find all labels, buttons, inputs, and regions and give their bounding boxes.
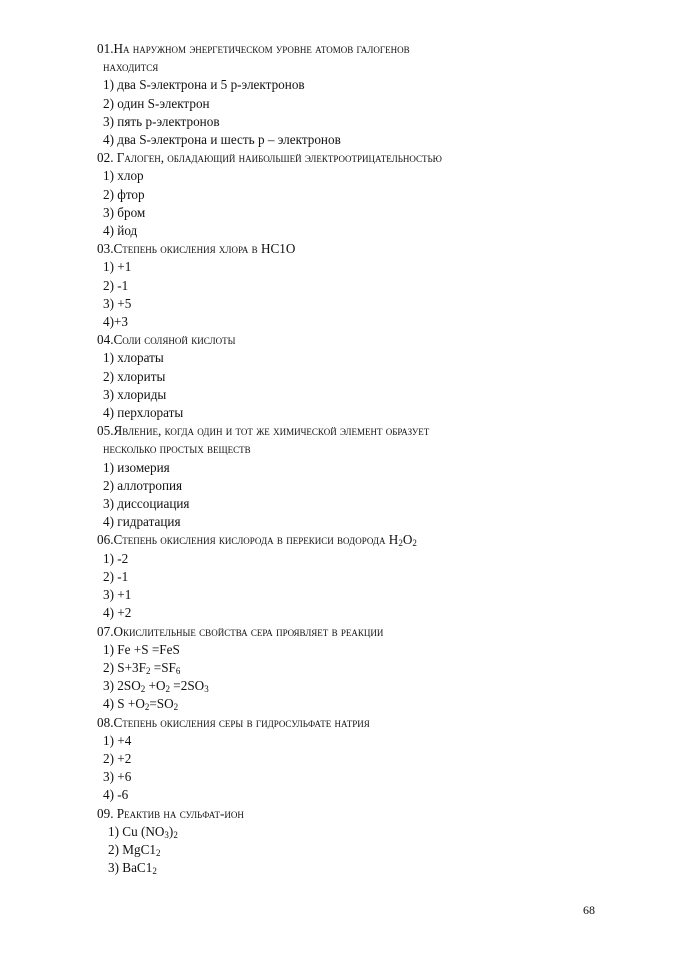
question-1 bbox=[97, 40, 597, 149]
question-5 bbox=[97, 422, 597, 531]
question-text-continuation: находится bbox=[103, 59, 159, 75]
answer-option-3: 3) диссоциация bbox=[103, 496, 190, 512]
answer-option-1: 1) Fe +S =FeS bbox=[103, 641, 180, 657]
answer-option-1: 1) два S-электрона и 5 р-электронов bbox=[103, 77, 305, 93]
answer-option-2: 2) -1 bbox=[103, 277, 129, 293]
subscript: 2 bbox=[398, 538, 403, 549]
answer-option-4: 4) перхлораты bbox=[103, 405, 184, 421]
question-4 bbox=[97, 331, 597, 422]
answer-option-4 bbox=[97, 695, 597, 713]
text-segment: 06.Степень окисления кислорода в перекиси водорода Н bbox=[97, 532, 399, 548]
answer-option-3 bbox=[97, 859, 597, 877]
answer-option-1: 1) хлор bbox=[103, 168, 144, 184]
answer-option-3: 3) +6 bbox=[103, 769, 132, 785]
subscript: 2 bbox=[140, 684, 146, 695]
answer-option-1: 1) изомерия bbox=[103, 459, 170, 475]
question-text: 03.Степень окисления хлора в НС1О bbox=[97, 241, 296, 257]
question-text: 08.Степень окисления серы в гидросульфате натрия bbox=[97, 714, 370, 730]
text-segment: =2SO bbox=[170, 678, 205, 694]
answer-option-2 bbox=[97, 659, 597, 677]
answer-option-3: 3) бром bbox=[103, 204, 146, 220]
subscript: 2 bbox=[173, 702, 179, 713]
answer-option-3: 3) +5 bbox=[103, 295, 132, 311]
question-text bbox=[97, 531, 597, 549]
answer-option-3: 3) хлориды bbox=[103, 386, 167, 402]
subscript: 2 bbox=[156, 847, 161, 858]
subscript: 3 bbox=[204, 684, 209, 695]
question-text-continuation: несколько простых веществ bbox=[103, 441, 251, 457]
subscript: 6 bbox=[175, 665, 181, 676]
answer-option-4: 4) йод bbox=[103, 223, 138, 239]
answer-option-2: 2) аллотропия bbox=[103, 477, 183, 493]
text-segment: 1) Cu (NO bbox=[108, 823, 165, 839]
subscript: 2 bbox=[173, 829, 178, 840]
text-segment: +O bbox=[145, 678, 166, 694]
answer-option-1: 1) -2 bbox=[103, 550, 129, 566]
answer-option-2: 2) хлориты bbox=[103, 368, 166, 384]
answer-option-2: 2) +2 bbox=[103, 750, 132, 766]
text-segment: =SF bbox=[150, 659, 176, 675]
answer-option-2: 2) фтор bbox=[103, 186, 145, 202]
answer-option-3: 3) +1 bbox=[103, 587, 132, 603]
answer-option-3 bbox=[97, 677, 597, 695]
question-text: 02. Галоген, обладающий наибольшей электроотрицательностью bbox=[97, 150, 442, 166]
text-segment: 3) BaC1 bbox=[108, 860, 153, 876]
subscript: 2 bbox=[144, 702, 150, 713]
question-9 bbox=[97, 805, 597, 878]
answer-option-4: 4) +2 bbox=[103, 605, 132, 621]
answer-option-2 bbox=[97, 841, 597, 859]
answer-option-1 bbox=[97, 823, 597, 841]
answer-option-4: 4)+3 bbox=[103, 314, 129, 330]
page-number: 68 bbox=[583, 903, 595, 917]
question-7 bbox=[97, 623, 597, 714]
question-8 bbox=[97, 714, 597, 805]
text-segment: ) bbox=[168, 823, 174, 839]
subscript: 2 bbox=[152, 866, 157, 877]
answer-option-1: 1) хлораты bbox=[103, 350, 164, 366]
answer-option-2: 2) один S-электрон bbox=[103, 95, 210, 111]
subscript: 3 bbox=[164, 829, 169, 840]
answer-option-1: 1) +4 bbox=[103, 732, 132, 748]
text-segment: =SO bbox=[149, 696, 174, 712]
question-2 bbox=[97, 149, 597, 240]
question-text: 09. Реактив на сульфат-ион bbox=[97, 805, 244, 821]
test-questions bbox=[97, 40, 597, 877]
question-text: 05.Явление, когда один и тот же химической элемент образует bbox=[97, 423, 430, 439]
subscript: 2 bbox=[165, 684, 170, 695]
subscript: 2 bbox=[412, 538, 417, 549]
answer-option-3: 3) пять р-электронов bbox=[103, 113, 220, 129]
question-text: 01.На наружном энергетическом уровне атомов галогенов bbox=[97, 41, 410, 56]
text-segment: 3) 2SO bbox=[103, 678, 141, 694]
text-segment: 4) S +O bbox=[103, 696, 145, 712]
question-text: 07.Окислительные свойства сера проявляет в реакции bbox=[97, 623, 384, 639]
answer-option-4: 4) два S-электрона и шесть р – электронов bbox=[103, 132, 341, 148]
subscript: 2 bbox=[145, 665, 151, 676]
answer-option-4: 4) гидратация bbox=[103, 514, 181, 530]
question-text: 04.Соли соляной кислоты bbox=[97, 332, 236, 348]
question-3 bbox=[97, 240, 597, 331]
text-segment: 2) MgC1 bbox=[108, 841, 156, 857]
answer-option-2: 2) -1 bbox=[103, 568, 129, 584]
question-6 bbox=[97, 531, 597, 622]
answer-option-4: 4) -6 bbox=[103, 787, 129, 803]
text-segment: 2) S+3F bbox=[103, 659, 146, 675]
text-segment: О bbox=[402, 532, 413, 548]
answer-option-1: 1) +1 bbox=[103, 259, 132, 275]
